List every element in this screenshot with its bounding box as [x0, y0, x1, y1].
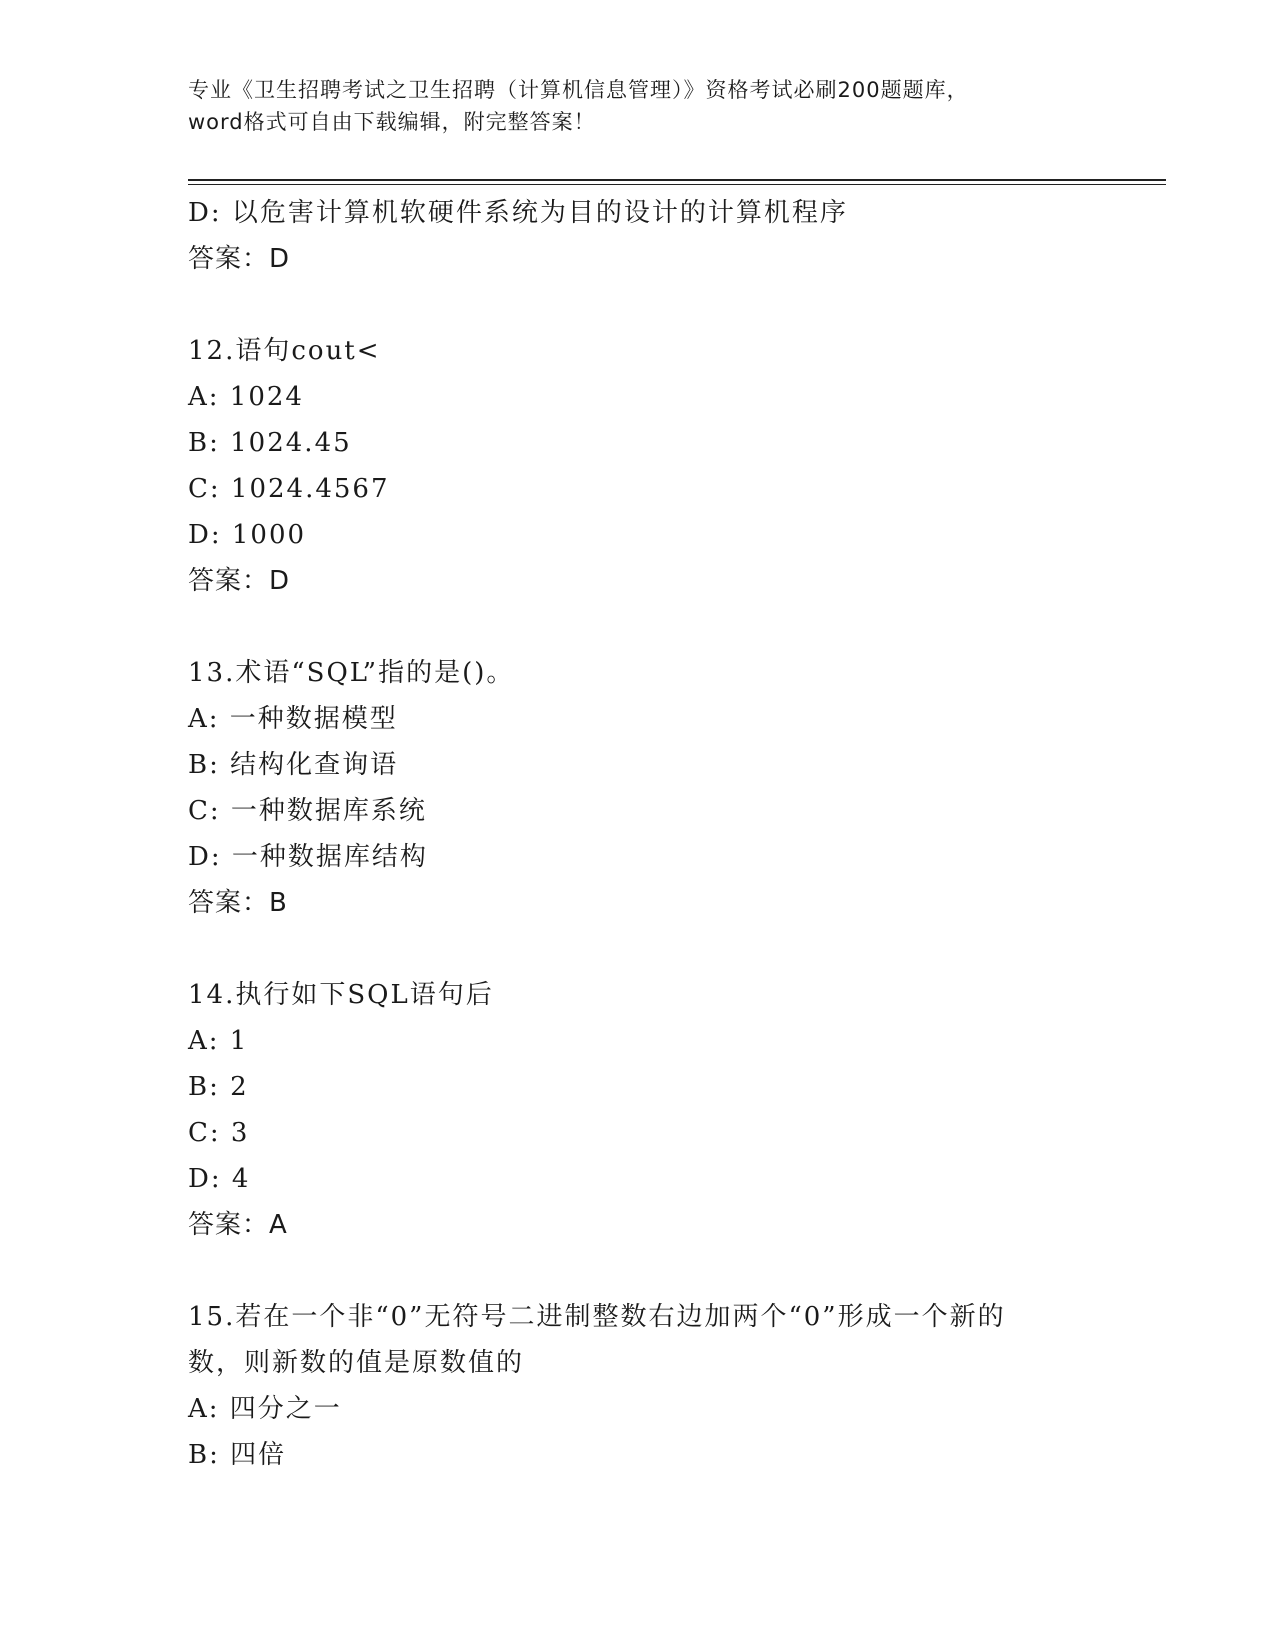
q13-answer: 答案：B	[188, 888, 288, 918]
spacer	[188, 604, 1088, 650]
question-11	[188, 190, 1088, 282]
q13-stem: 13.术语“SQL”指的是()。	[188, 658, 515, 688]
header-rule-thick	[188, 179, 1166, 181]
header-rule-thin	[188, 184, 1166, 185]
q11-answer: 答案：D	[188, 244, 291, 274]
q15-stem-line-2: 数，则新数的值是原数值的	[188, 1348, 525, 1378]
q14-option-a: A: 1	[188, 1026, 249, 1056]
q14-option-d: D: 4	[188, 1164, 251, 1194]
q12-answer: 答案：D	[188, 566, 291, 596]
q13-option-d: D: 一种数据库结构	[188, 842, 428, 872]
q14-option-c: C: 3	[188, 1118, 250, 1148]
question-12	[188, 328, 1088, 604]
q12-stem: 12.语句cout<	[188, 336, 381, 366]
question-15	[188, 1294, 1088, 1478]
q12-option-b: B: 1024.45	[188, 428, 352, 458]
q15-option-b: B: 四倍	[188, 1440, 287, 1470]
q13-option-b: B: 结构化查询语	[188, 750, 399, 780]
header-title-line-2: word格式可自由下载编辑，附完整答案！	[188, 110, 596, 134]
q11-option-d: D: 以危害计算机软硬件系统为目的设计的计算机程序	[188, 198, 848, 228]
spacer	[188, 282, 1088, 328]
spacer	[188, 1248, 1088, 1294]
q15-option-a: A: 四分之一	[188, 1394, 342, 1424]
q13-option-c: C: 一种数据库系统	[188, 796, 427, 826]
q14-answer: 答案：A	[188, 1210, 288, 1240]
q13-option-a: A: 一种数据模型	[188, 704, 398, 734]
document-header	[188, 74, 1088, 138]
question-13	[188, 650, 1088, 926]
spacer	[188, 926, 1088, 972]
q15-stem-line-1: 15.若在一个非“0”无符号二进制整数右边加两个“0”形成一个新的	[188, 1302, 1006, 1332]
q12-option-d: D: 1000	[188, 520, 307, 550]
q14-stem: 14.执行如下SQL语句后	[188, 980, 494, 1010]
q12-option-a: A: 1024	[188, 382, 304, 412]
q14-option-b: B: 2	[188, 1072, 249, 1102]
question-14	[188, 972, 1088, 1248]
q12-option-c: C: 1024.4567	[188, 474, 390, 504]
question-list	[188, 190, 1088, 1478]
header-title-line-1: 专业《卫生招聘考试之卫生招聘（计算机信息管理）》资格考试必刷200题题库，	[188, 78, 969, 102]
